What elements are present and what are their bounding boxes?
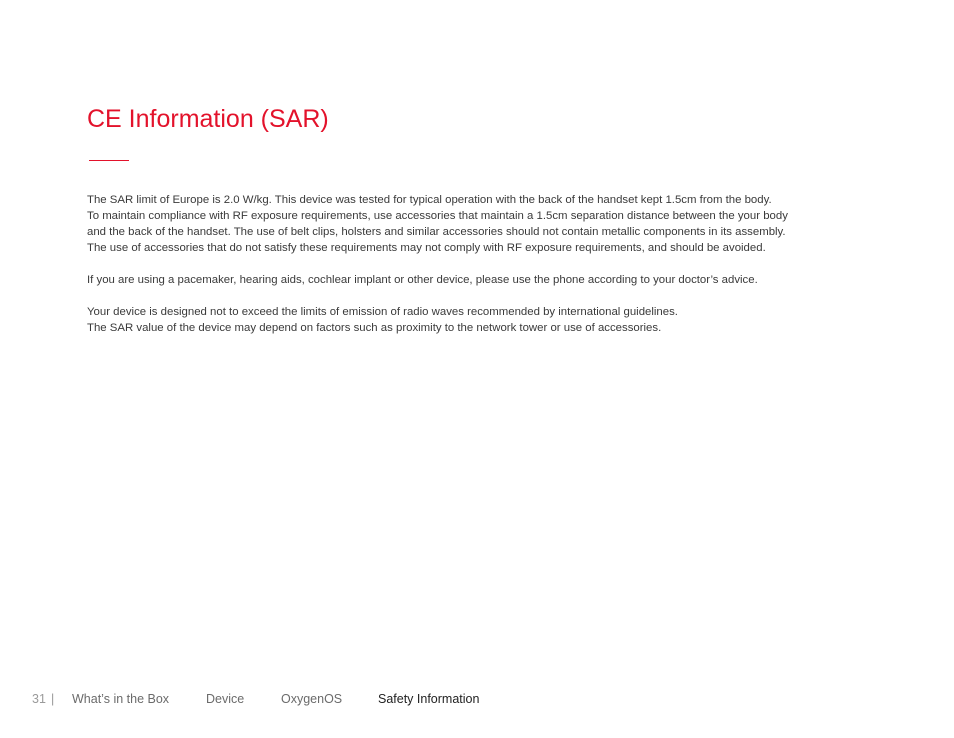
content-body — [87, 192, 877, 352]
nav-link-device[interactable]: Device — [206, 692, 245, 706]
paragraph-line: To maintain compliance with RF exposure requirements, use accessories that maintain a 1.5cm separation distance between the your body — [87, 210, 788, 222]
title-underline — [89, 160, 129, 161]
paragraph-line: If you are using a pacemaker, hearing aids, cochlear implant or other device, please use the phone according to your doctor’s advice. — [87, 274, 758, 286]
nav-link-oxygenos[interactable]: OxygenOS — [281, 692, 343, 706]
paragraph-line: and the back of the handset. The use of belt clips, holsters and similar accessories should not contain metallic components in its assembly. — [87, 226, 786, 238]
paragraph-line: The SAR limit of Europe is 2.0 W/kg. This device was tested for typical operation with the back of the handset kept 1.5cm from the body. — [87, 194, 772, 206]
nav-link-safety-information[interactable]: Safety Information — [378, 692, 480, 706]
paragraph-line: Your device is designed not to exceed the limits of emission of radio waves recommended by international guidelines. — [87, 306, 678, 318]
page-title: CE Information (SAR) — [87, 105, 329, 133]
paragraph-line: The use of accessories that do not satisfy these requirements may not comply with RF exposure requirements, and should be avoided. — [87, 242, 766, 254]
paragraph-sar-limit — [87, 192, 877, 256]
nav-link-whats-in-the-box[interactable]: What’s in the Box — [72, 692, 170, 706]
paragraph-medical-devices — [87, 272, 877, 288]
paragraph-emission-limits — [87, 304, 877, 336]
page-number: 31 — [32, 692, 46, 706]
paragraph-line: The SAR value of the device may depend on factors such as proximity to the network tower or use of accessories. — [87, 322, 662, 334]
page-separator: | — [51, 692, 55, 706]
